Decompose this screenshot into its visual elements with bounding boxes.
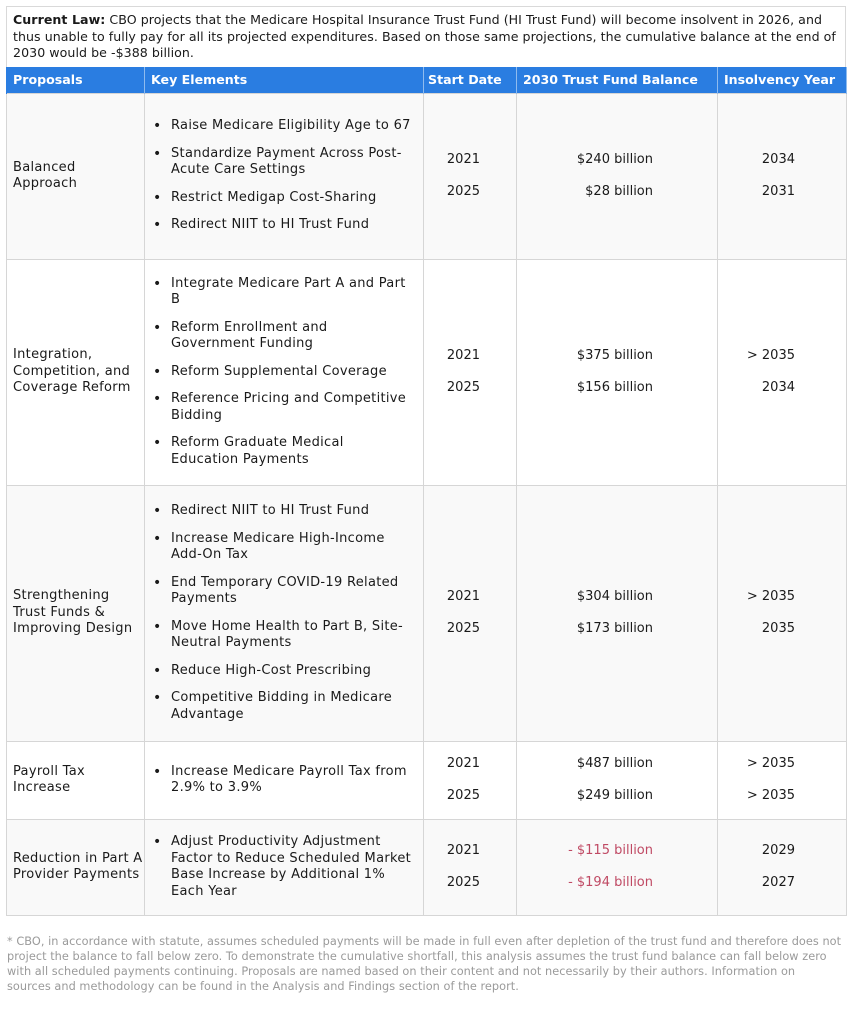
header-insolvency-year: Insolvency Year — [718, 67, 847, 94]
key-elements-cell — [145, 93, 424, 259]
start-date-cell — [424, 485, 517, 741]
start-date-value: 2021 — [446, 756, 480, 771]
insolvency-year-cell — [718, 485, 847, 741]
insolvency-year-value: > 2035 — [746, 348, 795, 363]
trust-fund-balance-value: $156 billion — [576, 380, 653, 395]
start-date-cell — [424, 741, 517, 819]
key-element-item: • Increase Medicare Payroll Tax from 2.9% to 3.9% — [151, 764, 413, 797]
trust-fund-balance-cell — [517, 485, 718, 741]
start-date-value: 2021 — [446, 348, 480, 363]
trust-fund-balance-value: $375 billion — [576, 348, 653, 363]
insolvency-year-value: 2034 — [761, 152, 795, 167]
key-element-item: • Adjust Productivity Adjustment Factor to Reduce Scheduled Market Base Increase by Additional 1% Each Year — [151, 834, 413, 900]
header-proposals: Proposals — [7, 67, 145, 94]
trust-fund-balance-value: $487 billion — [576, 756, 653, 771]
key-elements-list — [145, 834, 423, 900]
table-header-row — [7, 67, 847, 94]
comparison-table-container — [6, 6, 846, 916]
table-row — [7, 93, 847, 259]
key-element-item: • Reference Pricing and Competitive Bidding — [151, 391, 413, 424]
insolvency-year-cell — [718, 819, 847, 915]
start-date-value: 2025 — [446, 184, 480, 199]
header-start-date: Start Date — [424, 67, 517, 94]
trust-fund-balance-value: $28 billion — [585, 184, 653, 199]
start-date-value: 2025 — [446, 380, 480, 395]
header-key-elements: Key Elements — [145, 67, 424, 94]
key-element-item: • Raise Medicare Eligibility Age to 67 — [151, 118, 413, 135]
proposal-name: Integration, Competition, and Coverage Reform — [7, 259, 145, 485]
footnote: * CBO, in accordance with statute, assumes scheduled payments will be made in full even after depletion of the trust fund and therefore does not project the balance to fall below zero. To demonstrate the cumulative shortfall, this analysis assumes the trust fund balance can fall below zero with all scheduled payments continuing. Proposals are named based on their content and not necessarily by their authors. Information on sources and methodology can be found in the Analysis and Findings section of the report. — [7, 935, 842, 993]
key-element-item: • Competitive Bidding in Medicare Advantage — [151, 690, 413, 723]
key-elements-cell — [145, 485, 424, 741]
key-elements-cell — [145, 819, 424, 915]
insolvency-year-cell — [718, 259, 847, 485]
trust-fund-balance-cell — [517, 819, 718, 915]
trust-fund-balance-value: - $115 billion — [568, 843, 653, 858]
insolvency-year-value: 2031 — [761, 184, 795, 199]
header-trust-fund-balance: 2030 Trust Fund Balance — [517, 67, 718, 94]
key-element-item: • Redirect NIIT to HI Trust Fund — [151, 503, 413, 520]
start-date-cell — [424, 819, 517, 915]
key-element-item: • Reform Graduate Medical Education Payments — [151, 435, 413, 468]
insolvency-year-value: > 2035 — [746, 589, 795, 604]
start-date-value: 2021 — [446, 589, 480, 604]
proposal-name: Balanced Approach — [7, 93, 145, 259]
key-elements-cell — [145, 741, 424, 819]
start-date-cell — [424, 93, 517, 259]
insolvency-year-value: 2034 — [761, 380, 795, 395]
key-elements-list — [145, 118, 423, 234]
insolvency-year-value: 2035 — [761, 621, 795, 636]
key-elements-cell — [145, 259, 424, 485]
key-element-item: • Integrate Medicare Part A and Part B — [151, 276, 413, 309]
proposal-name: Strengthening Trust Funds & Improving Design — [7, 485, 145, 741]
key-elements-list — [145, 276, 423, 469]
key-elements-list — [145, 764, 423, 797]
start-date-value: 2025 — [446, 788, 480, 803]
trust-fund-balance-value: - $194 billion — [568, 875, 653, 890]
trust-fund-balance-cell — [517, 741, 718, 819]
proposal-name: Reduction in Part A Provider Payments — [7, 819, 145, 915]
start-date-value: 2021 — [446, 843, 480, 858]
key-element-item: • Reform Supplemental Coverage — [151, 364, 413, 381]
current-law-label: Current Law: — [13, 12, 106, 27]
trust-fund-balance-value: $240 billion — [576, 152, 653, 167]
insolvency-year-value: 2029 — [761, 843, 795, 858]
key-element-item: • Restrict Medigap Cost-Sharing — [151, 190, 413, 207]
proposals-table — [6, 67, 847, 916]
start-date-cell — [424, 259, 517, 485]
key-element-item: • End Temporary COVID-19 Related Payments — [151, 575, 413, 608]
start-date-value: 2021 — [446, 152, 480, 167]
insolvency-year-cell — [718, 741, 847, 819]
start-date-value: 2025 — [446, 621, 480, 636]
proposal-name: Payroll Tax Increase — [7, 741, 145, 819]
trust-fund-balance-cell — [517, 259, 718, 485]
key-element-item: • Move Home Health to Part B, Site-Neutral Payments — [151, 619, 413, 652]
key-element-item: • Redirect NIIT to HI Trust Fund — [151, 217, 413, 234]
trust-fund-balance-value: $173 billion — [576, 621, 653, 636]
trust-fund-balance-cell — [517, 93, 718, 259]
insolvency-year-value: 2027 — [761, 875, 795, 890]
insolvency-year-value: > 2035 — [746, 756, 795, 771]
current-law-text: CBO projects that the Medicare Hospital Insurance Trust Fund (HI Trust Fund) will become insolvent in 2026, and thus unable to fully pay for all its projected expenditures. Based on those same projections, the cumulative balance at the end of 2030 would be -$388 billion. — [13, 12, 836, 60]
insolvency-year-value: > 2035 — [746, 788, 795, 803]
table-row — [7, 485, 847, 741]
key-element-item: • Increase Medicare High-Income Add-On Tax — [151, 531, 413, 564]
insolvency-year-cell — [718, 93, 847, 259]
table-row — [7, 259, 847, 485]
table-row — [7, 741, 847, 819]
key-element-item: • Standardize Payment Across Post-Acute Care Settings — [151, 146, 413, 179]
trust-fund-balance-value: $304 billion — [576, 589, 653, 604]
key-elements-list — [145, 503, 423, 723]
key-element-item: • Reform Enrollment and Government Funding — [151, 320, 413, 353]
start-date-value: 2025 — [446, 875, 480, 890]
trust-fund-balance-value: $249 billion — [576, 788, 653, 803]
current-law-note — [6, 6, 846, 67]
table-row — [7, 819, 847, 915]
key-element-item: • Reduce High-Cost Prescribing — [151, 663, 413, 680]
